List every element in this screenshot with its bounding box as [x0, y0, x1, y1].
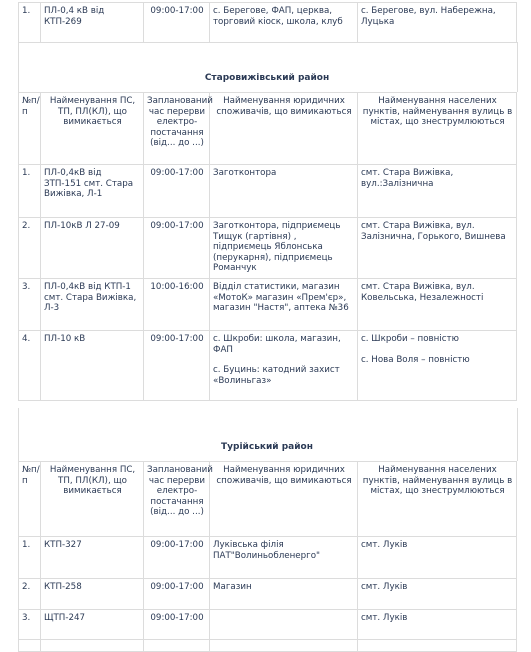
table-row [19, 165, 517, 218]
line-name: ПЛ-10 кВ [41, 331, 144, 401]
header-num: №п/п [19, 93, 41, 165]
header-consumers: Найменування юридичних споживачів, що вимикаються [210, 462, 358, 537]
consumers: Відділ статистики, магазин «МотоК» магазин «Прем'єр», магазин "Настя", аптека №36 [210, 279, 358, 331]
consumers-line: с. Буцинь: катодний захист «Волиньгаз» [213, 365, 340, 386]
row-number: 3. [19, 279, 41, 331]
row-number: 1. [19, 3, 41, 43]
row-number: 4. [19, 331, 41, 401]
outage-time: 09:00-17:00 [144, 579, 210, 610]
affected-streets [358, 331, 517, 401]
header-streets: Найменування населених пунктів, найменування вулиць в містах, що знеструмлюються [358, 462, 517, 537]
table-cell [41, 640, 144, 652]
affected-streets: смт. Луків [358, 537, 517, 579]
consumers-line: с. Шкроби: школа, магазин, ФАП [213, 334, 341, 355]
table-row [19, 279, 517, 331]
table-cell [144, 640, 210, 652]
line-name: ЩТП-247 [41, 610, 144, 640]
table-row [19, 537, 517, 579]
row-number: 1. [19, 165, 41, 218]
streets-line: с. Нова Воля – повністю [361, 354, 470, 365]
affected-streets: смт. Луків [358, 579, 517, 610]
outage-time: 09:00-17:00 [144, 537, 210, 579]
table-row [19, 610, 517, 640]
outage-time: 10:00-16:00 [144, 279, 210, 331]
header-consumers: Найменування юридичних споживачів, що вимикаються [210, 93, 358, 165]
table-row [19, 331, 517, 401]
outage-time: 09:00-17:00 [144, 3, 210, 43]
starovyzhivskyi-table [18, 92, 517, 401]
consumers [210, 331, 358, 401]
section-frame [18, 42, 518, 92]
header-time: Запланований час перерви електро-постачання (від... до ...) [144, 462, 210, 537]
line-name: ПЛ-0,4кВ від ЗТП-151 смт. Стара Вижівка, Л-1 [41, 165, 144, 218]
table-row [19, 579, 517, 610]
consumers: Заготконтора, підприємець Тищук (гартівня) , підприємець Яблонська (перукарня), підприємець Романчук [210, 218, 358, 279]
previous-section-table [18, 2, 517, 43]
consumers: Заготконтора [210, 165, 358, 218]
table-cell [210, 640, 358, 652]
affected-streets: смт. Луків [358, 610, 517, 640]
table-cell [19, 640, 41, 652]
table-header-row [19, 93, 517, 165]
consumers: Магазин [210, 579, 358, 610]
row-number: 3. [19, 610, 41, 640]
consumers [210, 610, 358, 640]
affected-streets: с. Берегове, вул. Набережна, Луцька [358, 3, 517, 43]
line-name: ПЛ-10кВ Л 27-09 [41, 218, 144, 279]
consumers: Луківська філія ПАТ"Волиньобленерго" [210, 537, 358, 579]
line-name: ПЛ-0,4 кВ від КТП-269 [41, 3, 144, 43]
line-name: КТП-258 [41, 579, 144, 610]
affected-streets: смт. Стара Вижівка, вул.:Залізнична [358, 165, 517, 218]
outage-time: 09:00-17:00 [144, 165, 210, 218]
outage-time: 09:00-17:00 [144, 610, 210, 640]
header-num: №п/п [19, 462, 41, 537]
section-frame [18, 408, 518, 461]
table-row [19, 218, 517, 279]
table-row [19, 3, 517, 43]
header-time: Запланований час перерви електро-постачання (від... до ...) [144, 93, 210, 165]
table-cell [358, 640, 517, 652]
row-number: 2. [19, 218, 41, 279]
outage-time: 09:00-17:00 [144, 331, 210, 401]
header-line: Найменування ПС, ТП, ПЛ(КЛ), що вимикається [41, 462, 144, 537]
outage-time: 09:00-17:00 [144, 218, 210, 279]
header-streets: Найменування населених пунктів, найменування вулиць в містах, що знеструмлюються [358, 93, 517, 165]
row-number: 1. [19, 537, 41, 579]
consumers: с. Берегове, ФАП, церква, торговий кіоск, школа, клуб [210, 3, 358, 43]
table-row [19, 640, 517, 652]
header-line: Найменування ПС, ТП, ПЛ(КЛ), що вимикається [41, 93, 144, 165]
section-title-starovyzhivskyi: Старовижівський район [204, 73, 330, 83]
turiiskyi-table [18, 461, 517, 652]
affected-streets: смт. Стара Вижівка, вул. Ковельська, Незалежності [358, 279, 517, 331]
table-header-row [19, 462, 517, 537]
streets-line: с. Шкроби – повністю [361, 334, 459, 344]
line-name: КТП-327 [41, 537, 144, 579]
affected-streets: смт. Стара Вижівка, вул. Залізнична, Горького, Вишнева [358, 218, 517, 279]
line-name: ПЛ-0,4кВ від КТП-1 смт. Стара Вижівка, Л-3 [41, 279, 144, 331]
row-number: 2. [19, 579, 41, 610]
section-title-turiiskyi: Турійський район [221, 442, 313, 452]
